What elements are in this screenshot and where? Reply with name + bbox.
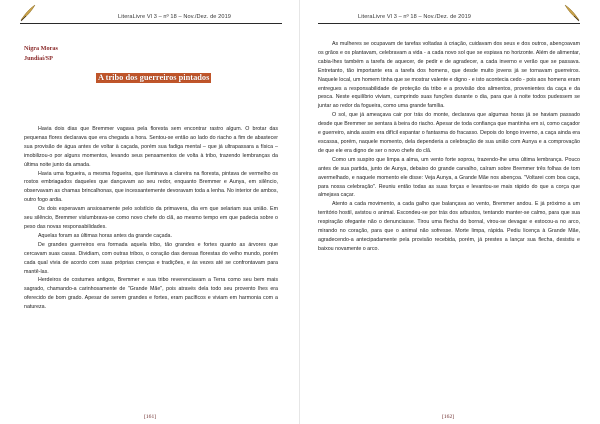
paragraph: As mulheres se ocupavam de tarefas voltadas à criação, cuidavam dos seus e dos outros, abençoavam os grãos e os plantavam, celebravam a vida - a cada novo sol que se espiava no horizonte. Além de alimentar, cabia-lhes também a tarefa de aquecer, de pedir e de agradecer, a cada inverno e verão que se passava. Entretanto, tão importante era a tarefa dos homens, que desde muito jovens já se tornavam guerreiros. Naquele local, um homem tinha que se mostrar valente e digno - e isto acontecia cedo - pois aos homens eram entregues a responsabilidade de proteção da tribo e a provisão dos alimentos, provenientes da caça e da pesca. Neste equilíbrio viviam, cumprindo suas funções durante o dia, para que à noite todos pudessem se juntar ao redor da fogueira, como uma grande família. (318, 41, 580, 110)
paragraph: Os dois esperavam ansiosamente pelo solstício da primavera, dia em que selariam sua união. Em seu silêncio, Bremmer vislumbrava-se como novo chefe do clã, ao mesmo tempo em que padecia sobre o peso das novas responsabilidades. (24, 206, 278, 230)
header-rule (20, 23, 282, 24)
paragraph: Herdeiros de costumes antigos, Bremmer e sua tribo reverenciavam a Terra como seu bem mais sagrado, chamando-a carinhosamente de "Grande Mãe", pois através dela todo seu provento lhes era oferecido de bom grado. Apesar de serem grandes e fortes, eram pacíficos e viviam em harmonia com a natureza. (24, 277, 278, 311)
author-block (24, 44, 58, 63)
author-name: Nigra Moras (24, 45, 58, 52)
left-header (0, 6, 300, 24)
journal-header: LiteraLivre Vl 3 – nº 18 – Nov./Dez. de 2019 (358, 14, 471, 20)
left-body (24, 125, 278, 312)
right-page (300, 0, 600, 424)
paragraph: De grandes guerreiros era formada aquela tribo, tão grandes e fortes quanto as árvores que cercavam suas casas. Dividiam, com outras tribos, o coração das densas florestas do velho mundo, porém cada qual vivia de acordo com suas próprias crenças e tradições, e às vezes até se confrontavam para mantê-las. (24, 241, 278, 275)
paragraph: Como um suspiro que limpa a alma, um vento forte soprou, trazendo-lhe uma última lembrança. Pouco antes de sua partida, junto de Aunya, debaixo do grande carvalho, caíram sobre Bremmer três folhas de tom avermelhado, e naquele momento ele disse: Veja Aunya, a Grande Mãe nos abençoa. "Voltarei com boa caça, para nossa celebração". Reuniu então todas as suas forças e levantou-se mais rápido do que a corça que almejava caçar. (318, 156, 580, 199)
paragraph: Aquelas foram as últimas horas antes da grande caçada. (38, 232, 172, 239)
journal-header: LiteraLivre Vl 3 – nº 18 – Nov./Dez. de 2019 (118, 14, 231, 20)
paragraph: Atento a cada movimento, a cada galho que balançava ao vento, Bremmer andou. E já próximo a um território hostil, avistou o animal. Escondeu-se por trás dos arbustos, tentando manter-se calmo, para que sua respiração ofegante não o denunciasse. Tirou uma flecha do bornal, virou-se devagar e estocou-a no arco, mirando no coração, para que o animal não sofresse. Morte limpa, rápida. Pediu licença à Grande Mãe, agradecendo-a antecipadamente pela provisão recebida, porém, já prestes a lançar sua flecha, desistiu e baixou novamente o arco. (318, 201, 580, 252)
right-header (300, 6, 600, 24)
author-place: Jundiaí/SP (24, 54, 53, 62)
page-number: [161] (144, 414, 157, 420)
quill-icon (564, 4, 580, 22)
right-body (318, 40, 580, 254)
quill-icon (20, 4, 36, 22)
story-title: A tribo dos guerreiros pintados (98, 73, 210, 82)
paragraph: Havia dois dias que Bremmer vagava pela floresta sem encontrar rastro algum. O brotar das pequenas flores declarava que era chegada a hora. Sentou-se então ao lado do riacho a fim de abastecer sua provisão de água antes de voltar à caçada, porém sua fadiga mental – que já ultrapassara a física – imobilizou-o por alguns momentos, levando seus pensamentos de volta à tribo, trazendo lembranças da última noite junto da amada. (24, 126, 278, 168)
page-number: [162] (442, 414, 455, 420)
paragraph: Havia uma fogueira, a mesma fogueira, que iluminava a clareira na floresta, pintava de vermelho os rostos embriagados daqueles que dançavam ao seu redor, enquanto Bremmer e Aunya, em silêncio, observavam as chamas brincalhonas, que incessantemente devoravam toda a lenha. No interior de ambos, outro fogo ardia. (24, 170, 278, 204)
header-rule (318, 23, 580, 24)
paragraph: O sol, que já ameaçava cair por trás do monte, declarava que algumas horas já se haviam passado desde que Bremmer se sentara à beira do riacho. Apesar de toda confiança que mantinha em si, como caçador e guerreiro, ainda assim era difícil espantar o fantasma do fracasso. Depois do longo inverno, a caça ainda era escassa, porém, naquele momento, dela dependeria a celebração de sua união com Aunya e a comprovação de que ele era digno de ser o novo chefe do clã. (318, 112, 580, 154)
